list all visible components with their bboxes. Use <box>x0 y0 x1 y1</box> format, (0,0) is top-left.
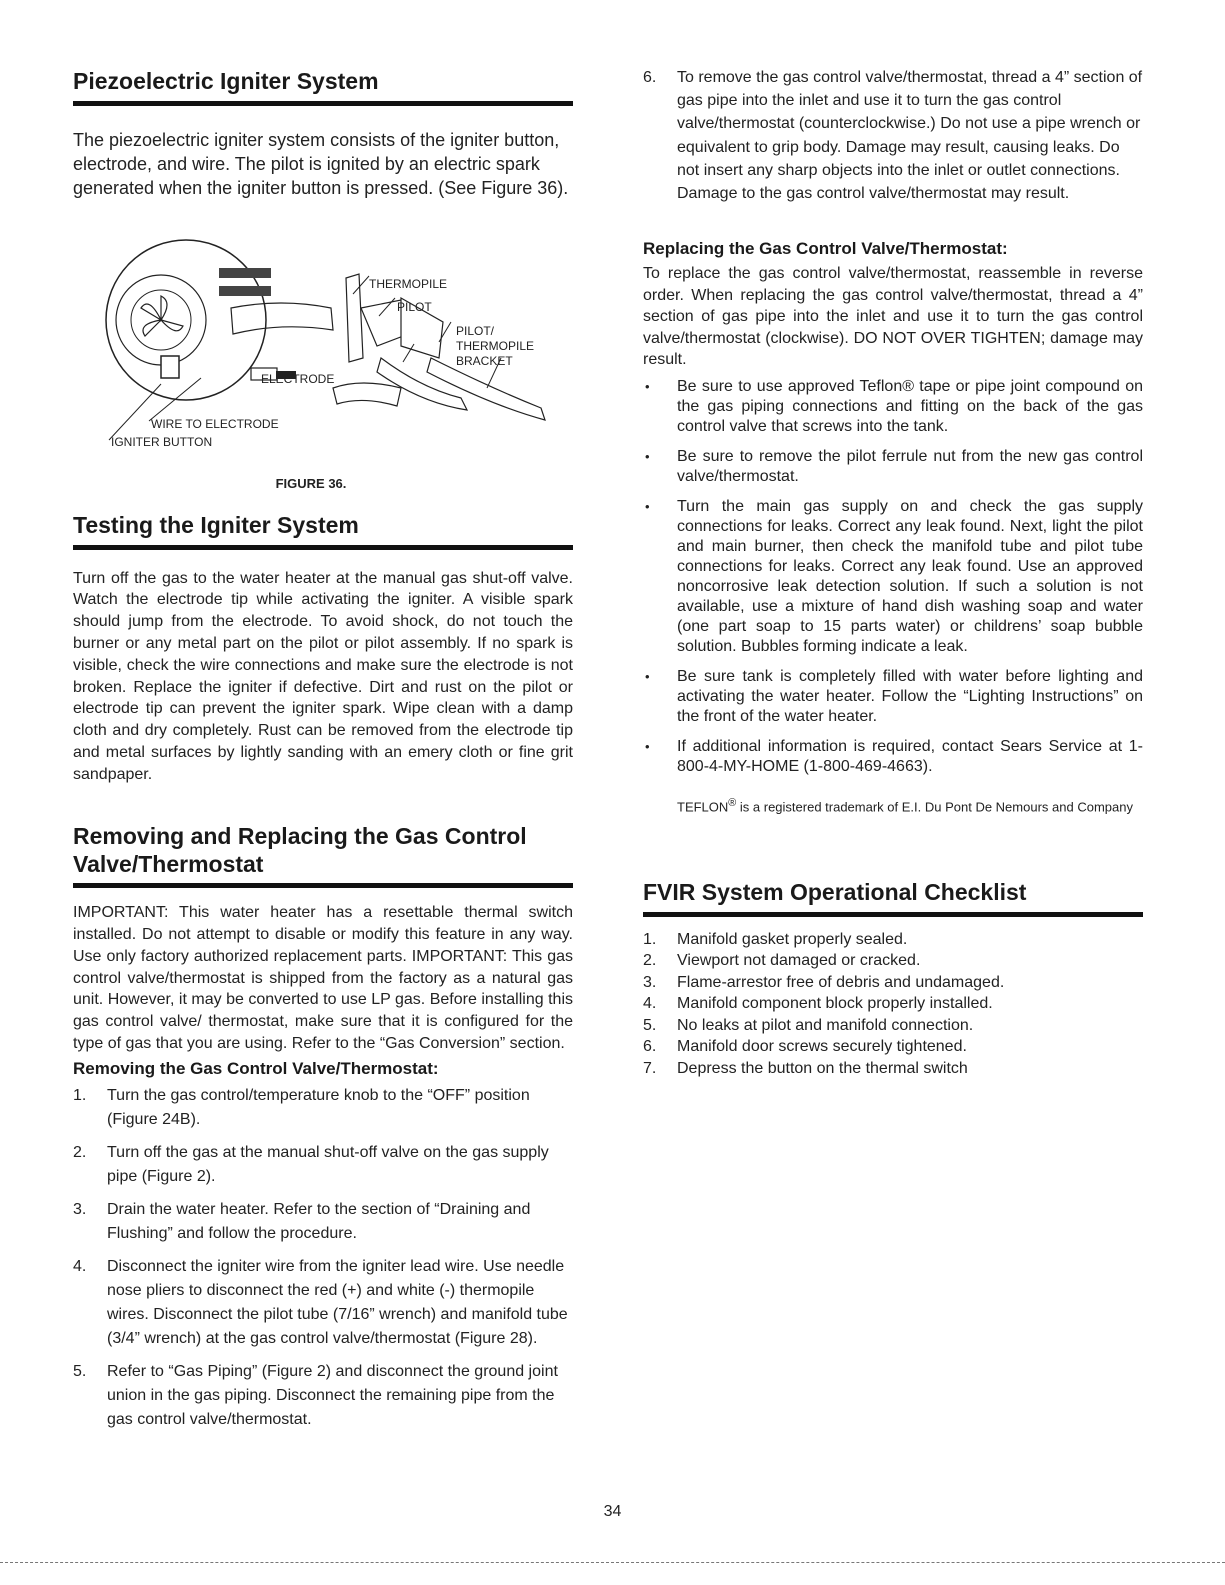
removing-important-text: IMPORTANT: This water heater has a resettable thermal switch installed. Do not attempt to disable or modify this feature in any way. Use only factory authorized replacement parts. IMPORTANT: This gas control valve/thermostat is shipped from the factory as a natural gas unit. However, it may be converted to use LP gas. Before installing this gas control valve/ thermostat, make sure that it is configured for the type of gas that you are using. Refer to the “Gas Conversion” section. <box>73 904 573 1052</box>
label-pilot-thermopile-2: THERMOPILE <box>456 339 535 353</box>
section-removing <box>73 823 573 1432</box>
section-replacing <box>643 239 1143 817</box>
piezo-heading: Piezoelectric Igniter System <box>73 68 573 106</box>
knob-fan-icon <box>141 296 183 336</box>
list-item: 6. To remove the gas control valve/thermostat, thread a 4” section of gas pipe into the inlet and use it to turn the gas control valve/thermostat (counterclockwise.) Do not use a pipe wrench or equivalent to grip body. Damage may result, causing leaks. Do not insert any sharp objects into the inlet or outlet connections. Damage to the gas control valve/thermostat may result. <box>643 69 1143 203</box>
figure-caption: FIGURE 36. <box>275 476 347 491</box>
fvir-heading: FVIR System Operational Checklist <box>643 879 1143 917</box>
testing-heading: Testing the Igniter System <box>73 512 573 550</box>
list-item: 5. Refer to “Gas Piping” (Figure 2) and disconnect the ground joint union in the gas piping. Disconnect the remaining pipe from the gas control valve/thermostat. <box>73 1362 558 1428</box>
list-item: 1. Turn the gas control/temperature knob to the “OFF” position (Figure 24B). <box>73 1086 530 1128</box>
list-item: • Be sure to use approved Teflon® tape or pipe joint compound on the gas piping connections and fitting on the back of the gas control valve that screws into the tank. <box>643 377 1143 437</box>
list-item: 4. Manifold component block properly installed. <box>643 995 993 1013</box>
list-item: 1. Manifold gasket properly sealed. <box>643 930 908 948</box>
section-fvir <box>643 879 1143 1079</box>
list-item: 2. Viewport not damaged or cracked. <box>643 952 921 970</box>
list-item: • Be sure to remove the pilot ferrule nut from the new gas control valve/thermostat. <box>643 447 1143 487</box>
list-item: 4. Disconnect the igniter wire from the igniter lead wire. Use needle nose pliers to disconnect the red (+) and white (-) thermopile wires. Disconnect the pilot tube (7/16” wrench) and manifold tube (3/4” wrench) at the gas control valve/thermostat (Figure 28). <box>73 1257 568 1347</box>
list-item: • Turn the main gas supply on and check the gas supply connections for leaks. Correct any leak found. Next, light the pilot and main burner, then check the manifold tube and pilot tube connections for leaks. Correct any leak found. Use an approved noncorrosive leak detection solution. If such a solution is not available, use a mixture of hand dish washing soap and water (one part soap to 15 parts water) or childrens’ soap bubble solution. Bubbles forming indicate a leak. <box>643 497 1143 657</box>
replacing-bullets <box>643 377 1143 777</box>
label-pilot-thermopile-1: PILOT/ <box>456 324 495 338</box>
trademark-note: TEFLON® is a registered trademark of E.I. Du Pont De Nemours and Company <box>677 796 1133 815</box>
replacing-text: To replace the gas control valve/thermostat, reassemble in reverse order. When replacing the gas control valve/thermostat, thread a 4” section of gas pipe into the inlet and use it to turn the gas control valve/thermostat (clockwise). DO NOT OVER TIGHTEN; damage may result. <box>643 265 1143 369</box>
removing-steps-continued <box>643 66 1143 205</box>
list-item: 2. Turn off the gas at the manual shut-off valve on the gas supply pipe (Figure 2). <box>73 1143 549 1185</box>
label-wire-to-electrode: WIRE TO ELECTRODE <box>151 417 279 431</box>
list-item: • If additional information is required, contact Sears Service at 1-800-4-MY-HOME (1-800-469-4663). <box>643 737 1143 777</box>
label-thermopile: THERMOPILE <box>369 277 448 291</box>
section-piezo <box>73 68 573 200</box>
label-pilot-thermopile-3: BRACKET <box>456 354 513 368</box>
list-item: 3. Drain the water heater. Refer to the section of “Draining and Flushing” and follow the procedure. <box>73 1200 531 1242</box>
igniter-diagram <box>101 238 581 463</box>
fvir-checklist <box>643 929 1143 1080</box>
label-igniter-button: IGNITER BUTTON <box>111 435 213 449</box>
replacing-subheading: Replacing the Gas Control Valve/Thermostat: <box>643 239 1008 258</box>
figure-36 <box>101 238 581 496</box>
list-item: 5. No leaks at pilot and manifold connection. <box>643 1016 974 1034</box>
label-electrode: ELECTRODE <box>261 372 335 386</box>
list-item: • Be sure tank is completely filled with water before lighting and activating the water heater. Follow the “Lighting Instructions” on the front of the water heater. <box>643 667 1143 727</box>
removing-subheading: Removing the Gas Control Valve/Thermostat: <box>73 1058 439 1078</box>
list-item: 7. Depress the button on the thermal switch <box>643 1059 968 1077</box>
removing-steps <box>73 1084 573 1432</box>
page-number: 34 <box>603 1503 622 1520</box>
piezo-text: The piezoelectric igniter system consists of the igniter button, electrode, and wire. The pilot is ignited by an electric spark generated when the igniter button is pressed. (See Figure 36). <box>73 129 569 198</box>
gas-control-outline <box>106 240 266 400</box>
section-testing <box>73 512 573 786</box>
removing-heading: Removing and Replacing the Gas Control Valve/Thermostat <box>73 823 573 888</box>
bottom-divider <box>0 1562 1225 1563</box>
list-item: 3. Flame-arrestor free of debris and undamaged. <box>643 973 1005 991</box>
list-item: 6. Manifold door screws securely tightened. <box>643 1038 967 1056</box>
label-pilot: PILOT <box>397 300 432 314</box>
testing-text: Turn off the gas to the water heater at the manual gas shut-off valve. Watch the electrode tip while activating the igniter. A visible spark should jump from the electrode. To avoid shock, do not touch the burner or any metal part on the pilot or pilot assembly. If no spark is visible, check the wire connections and make sure the electrode is not broken. Replace the igniter if defective. Dirt and rust on the pilot or electrode tip can prevent the igniter spark. Wipe clean with a damp cloth and dry completely. Rust can be removed from the electrode tip and metal surfaces by lightly sanding with an emery cloth or fine grit sandpaper. <box>73 569 573 783</box>
